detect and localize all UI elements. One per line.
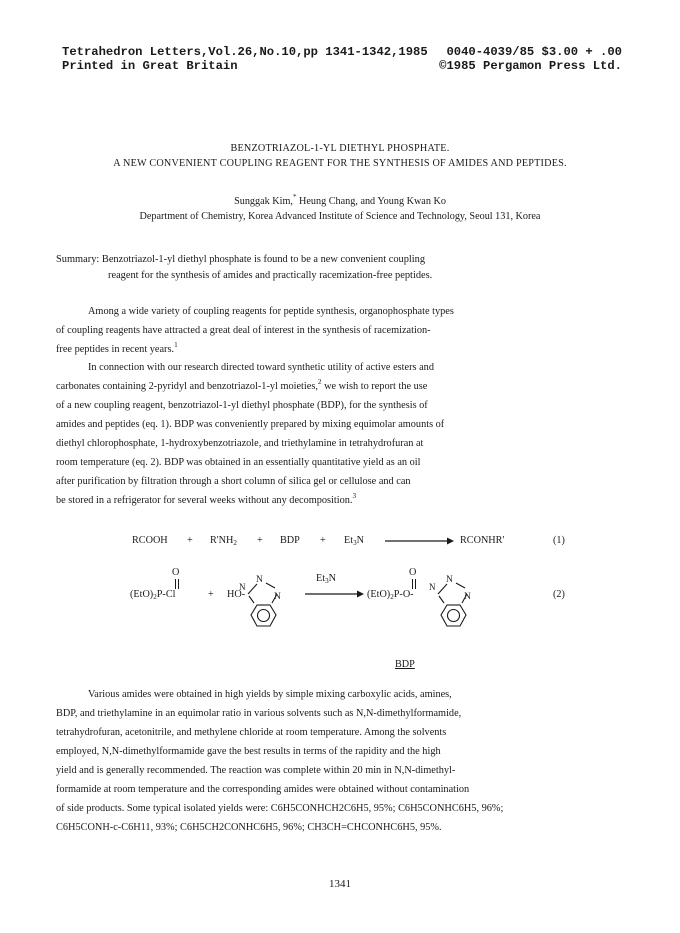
eq1-plus-1: + — [187, 535, 193, 546]
ref-1: 1 — [174, 341, 178, 349]
yield-4: C6H5CH2CONHC6H5, 96%; — [180, 822, 305, 833]
bdp-n-top: N — [446, 575, 453, 585]
hobt-n-right: N — [274, 592, 281, 602]
paper-title-line1: BENZOTRIAZOL-1-YL DIETHYL PHOSPHATE. — [230, 143, 450, 154]
eq2-arrow-sub: 3 — [325, 577, 329, 585]
eq2-left-pcl: P-Cl — [156, 589, 176, 600]
eq2-left-eto: (EtO) — [130, 589, 154, 600]
para2-line8-text: be stored in a refrigerator for several weeks without any decomposition. — [56, 495, 353, 506]
para3-line3: tetrahydrofuran, acetonitrile, and methylene chloride at room temperature. Among the solvents — [56, 727, 447, 738]
ref-2: 2 — [317, 378, 322, 386]
eq1-reactant-acid: RCOOH — [132, 535, 168, 546]
issn-price: 0040-4039/85 $3.00 + .00 — [446, 45, 622, 59]
para2-line2a: carbonates containing 2-pyridyl and benzotriazol-1-yl moieties, — [56, 381, 318, 392]
para2-line4: amides and peptides (eq. 1). BDP was conveniently prepared by mixing equimolar amounts of — [56, 419, 445, 430]
para3-line4: employed, N,N-dimethylformamide gave the best results in terms of the rapidity and the high — [56, 746, 441, 757]
author-list — [0, 193, 680, 207]
para2-line3: of a new coupling reagent, benzotriazol-1-yl diethyl phosphate (BDP), for the synthesis of — [56, 400, 428, 411]
ref-3: 3 — [352, 492, 357, 500]
eq2-plus: + — [208, 589, 214, 600]
journal-header-left — [62, 45, 428, 73]
eq1-base-et: Et — [344, 535, 354, 546]
eq1-bdp: BDP — [280, 535, 300, 546]
bdp-structure-label: BDP — [395, 659, 415, 670]
yield-1: C6H5CONHCH2C6H5, 95%; — [270, 803, 396, 814]
para1-line2: of coupling reagents have attracted a great deal of interest in the synthesis of racemization- — [56, 325, 431, 336]
bdp-structure-icon — [436, 572, 480, 644]
affiliation: Department of Chemistry, Korea Advanced Institute of Science and Technology, Seoul 131, Korea — [139, 211, 541, 222]
para3-line8 — [56, 822, 442, 833]
eq1-plus-2: + — [257, 535, 263, 546]
hobt-n-top: N — [256, 575, 263, 585]
para3-line6: formamide at room temperature and the corresponding amides were obtained without contamination — [56, 784, 470, 795]
para1-line3 — [56, 341, 178, 355]
para3-line1: Various amides were obtained in high yields by simple mixing carboxylic acids, amines, — [88, 689, 452, 700]
author-others: Heung Chang, and Young Kwan Ko — [296, 196, 446, 207]
para2-line5: diethyl chlorophosphate, 1-hydroxybenzotriazole, and triethylamine in tetrahydrofuran at — [56, 438, 424, 449]
eq1-amine-text: R'NH — [210, 535, 234, 546]
eq2-left-double-bond — [172, 579, 182, 591]
para3-line2: BDP, and triethylamine in an equimolar ratio in various solvents such as N,N-dimethylformamide, — [56, 708, 462, 719]
summary-line1: Summary: Benzotriazol-1-yl diethyl phosphate is found to be a new convenient coupling — [56, 254, 426, 265]
eq2-arrow-n: N — [328, 573, 336, 584]
summary-line2: reagent for the synthesis of amides and practically racemization-free peptides. — [108, 270, 433, 281]
para2-line2b: we wish to report the use — [321, 381, 428, 392]
para3-line5: yield and is generally recommended. The reaction was complete within 20 min in N,N-dimethyl- — [56, 765, 456, 776]
eq2-right-po: P-O- — [393, 589, 414, 600]
eq2-number: (2) — [553, 589, 565, 600]
eq2-right-sub: 2 — [390, 593, 394, 601]
para3-line7-text: of side products. Some typical isolated yields were: — [56, 803, 269, 814]
printed-in: Printed in Great Britain — [62, 59, 238, 73]
para1-line1: Among a wide variety of coupling reagents for peptide synthesis, organophosphate types — [88, 306, 454, 317]
para1-line3-text: free peptides in recent years. — [56, 344, 175, 355]
corresponding-star: * — [292, 193, 297, 201]
eq2-arrow-base — [316, 573, 336, 584]
para2-line2 — [56, 378, 428, 392]
journal-header-right — [439, 45, 622, 73]
eq2-left-sub: 2 — [153, 593, 157, 601]
copyright: ©1985 Pergamon Press Ltd. — [439, 59, 622, 73]
eq1-amine-sub: 2 — [233, 539, 237, 547]
para3-line7 — [56, 803, 503, 814]
eq2-left-reactant — [130, 589, 175, 600]
bdp-n1: N — [429, 582, 436, 592]
eq1-base-sub: 3 — [353, 539, 357, 547]
page-number: 1341 — [329, 878, 351, 890]
yield-3: C6H5CONH-c-C6H11, 93%; — [56, 822, 178, 833]
eq2-ho: HO- — [227, 589, 246, 600]
bdp-n-right: N — [464, 592, 471, 602]
hobt-structure-icon — [246, 572, 290, 644]
hobt-n1: N — [239, 582, 246, 592]
para2-line8 — [56, 492, 357, 506]
para2-line6: room temperature (eq. 2). BDP was obtained in an essentially quantitative yield as an oil — [56, 457, 421, 468]
eq2-right-oxo-o: O — [409, 567, 417, 578]
eq1-product: RCONHR' — [460, 535, 505, 546]
eq1-amine — [210, 535, 237, 546]
author-kim: Sunggak Kim, — [234, 196, 293, 207]
eq1-number: (1) — [553, 535, 565, 546]
eq2-left-oxo-o: O — [172, 567, 180, 578]
journal-citation: Tetrahedron Letters,Vol.26,No.10,pp 1341-1342,1985 — [62, 45, 428, 59]
eq2-right-eto: (EtO) — [367, 589, 391, 600]
yield-5: CH3CH=CHCONHC6H5, 95%. — [307, 822, 442, 833]
paper-title-line2: A NEW CONVENIENT COUPLING REAGENT FOR THE SYNTHESIS OF AMIDES AND PEPTIDES. — [113, 158, 567, 169]
para2-line1: In connection with our research directed toward synthetic utility of active esters and — [88, 362, 434, 373]
yield-2: C6H5CONHC6H5, 96%; — [398, 803, 504, 814]
eq2-reaction-arrow — [305, 588, 365, 600]
eq1-reaction-arrow — [385, 535, 455, 547]
eq1-plus-3: + — [320, 535, 326, 546]
eq1-base — [344, 535, 364, 546]
para2-line7: after purification by filtration through a short column of silica gel or cellulose and can — [56, 476, 411, 487]
eq2-arrow-et: Et — [316, 573, 326, 584]
eq1-base-n: N — [356, 535, 364, 546]
eq2-right-product — [367, 589, 414, 600]
eq2-right-double-bond — [409, 579, 419, 591]
